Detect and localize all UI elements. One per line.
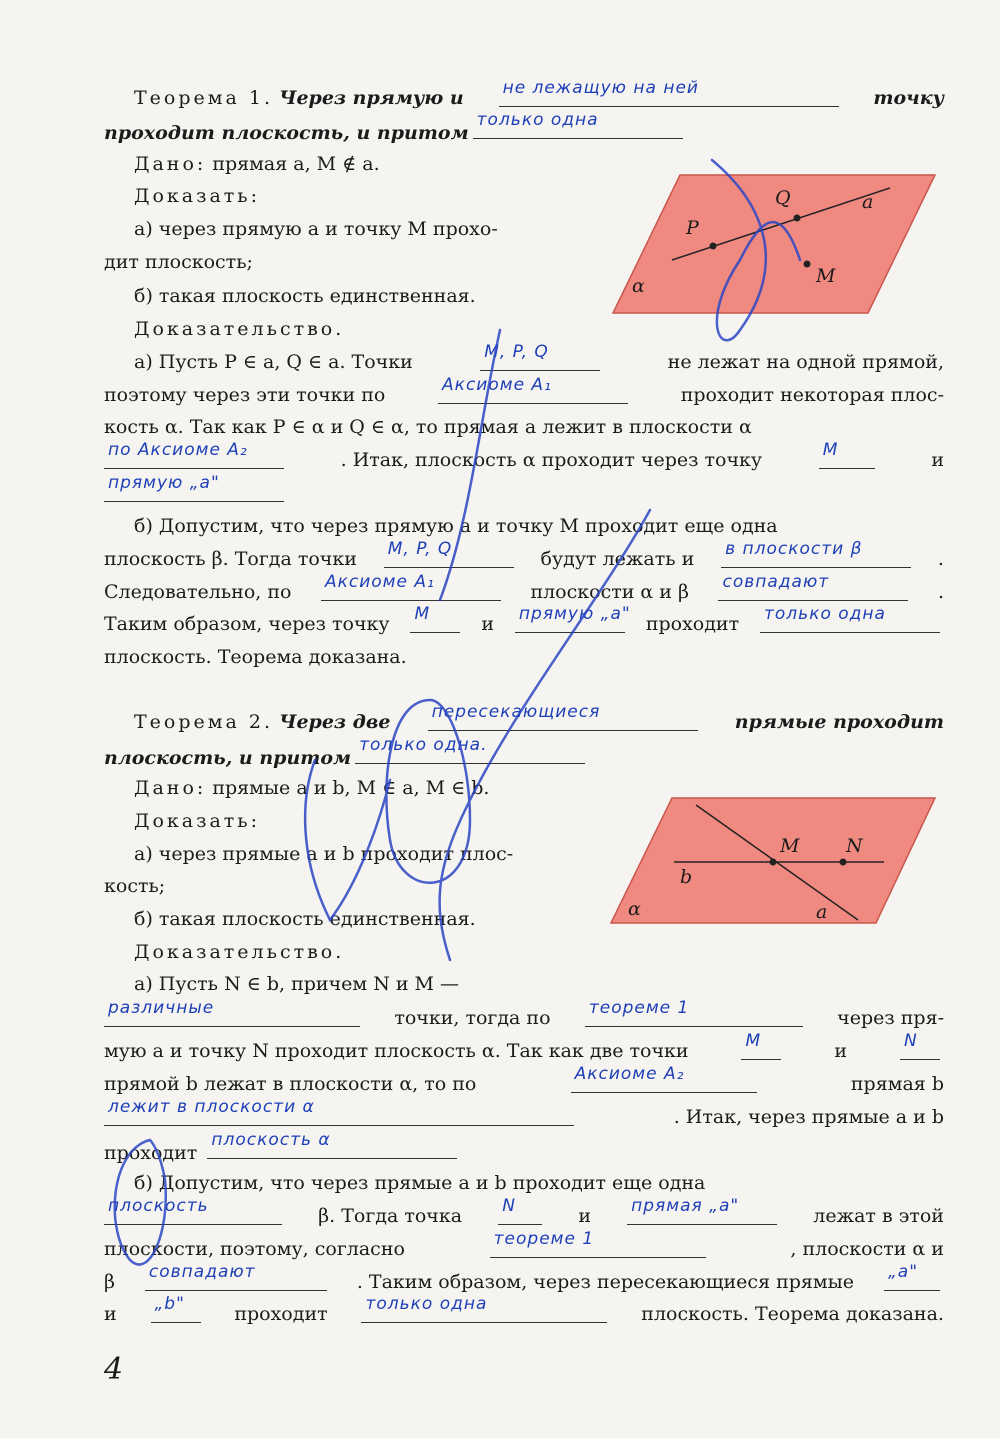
t2-proof-line-2: различные точки, тогда по теореме 1 через пря- xyxy=(104,1002,944,1034)
blank-field[interactable]: лежит в плоскости α xyxy=(104,1101,574,1126)
point-M xyxy=(770,859,777,866)
blank-field[interactable]: только одна xyxy=(361,1298,607,1323)
blank-field[interactable]: только одна. xyxy=(355,739,585,764)
blank-field[interactable]: пересекающиеся xyxy=(428,706,698,731)
label-a: a xyxy=(862,191,874,213)
t1-proof-line-1: а) Пусть P ∈ a, Q ∈ a. Точки M, P, Q не лежат на одной прямой, xyxy=(134,342,944,373)
t1-line-1: Теорема 1. Через прямую и не лежащую на ней точку xyxy=(134,78,944,109)
t2-proof-line-4: прямой b лежат в плоскости α, то по Аксиоме A₂ прямая b xyxy=(104,1064,944,1095)
t1-proof-label: Доказательство. xyxy=(134,318,345,340)
blank-field[interactable]: M, P, Q xyxy=(480,346,600,371)
t2-prove-a1: а) через прямые a и b проходит плос- xyxy=(134,843,514,865)
blank-field[interactable]: M, P, Q xyxy=(384,543,514,568)
theorem-2-label: Теорема 2. xyxy=(134,711,274,733)
blank-field[interactable]: по Аксиоме A₂ xyxy=(104,444,284,469)
t1-line-2: проходит плоскость, и притом только одна xyxy=(104,114,944,149)
t2-part-b-line-2: плоскость β. Тогда точка N и прямая „a" лежат в этой xyxy=(104,1200,944,1232)
blank-field[interactable]: только одна xyxy=(760,608,940,633)
t1-proof-line-4: по Аксиоме A₂ . Итак, плоскость α проходит через точку M и xyxy=(104,444,944,476)
label-M: M xyxy=(780,835,800,857)
blank-field[interactable]: совпадают xyxy=(718,576,908,601)
label-M: M xyxy=(816,265,836,287)
t1-part-b-line-4: Таким образом, через точку M и прямую „a" проходит только одна xyxy=(104,608,944,640)
figure-1-plane xyxy=(610,170,940,320)
t2-line-1: Теорема 2. Через две пересекающиеся прямые проходит xyxy=(134,702,944,733)
t1-part-b-line-3: Следовательно, по Аксиоме A₁ плоскости α и β совпадают . xyxy=(104,572,944,603)
t2-line-2: плоскость, и притом только одна. xyxy=(104,739,944,774)
point-P xyxy=(710,243,717,250)
label-a: a xyxy=(816,901,828,923)
blank-field[interactable]: M xyxy=(410,608,460,633)
blank-field[interactable]: различные xyxy=(104,1002,360,1027)
blank-field[interactable]: теореме 1 xyxy=(490,1233,706,1258)
t2-proof-line-3: мую a и точку N проходит плоскость α. Так как две точки M и N xyxy=(104,1035,944,1067)
label-alpha: α xyxy=(632,275,645,297)
t2-part-b-line-3: плоскости, поэтому, согласно теореме 1 , плоскости α и xyxy=(104,1229,944,1260)
t2-given: Дано: прямые a и b, M ∈ a, M ∈ b. xyxy=(134,777,490,799)
label-N: N xyxy=(846,835,863,857)
theorem-1-label: Теорема 1. xyxy=(134,87,274,109)
label-b: b xyxy=(680,866,693,888)
blank-field[interactable]: Аксиоме A₂ xyxy=(571,1068,757,1093)
blank-field[interactable]: M xyxy=(741,1035,781,1060)
t1-prove-a1: а) через прямую a и точку M прохо- xyxy=(134,218,498,240)
t1-prove-a2: дит плоскость; xyxy=(104,251,253,273)
t2-prove-a2: кость; xyxy=(104,875,166,897)
blank-field[interactable]: плоскость xyxy=(104,1200,282,1225)
blank-field[interactable]: плоскость α xyxy=(207,1134,457,1159)
blank-field[interactable]: прямую „a" xyxy=(515,608,625,633)
blank-field[interactable]: N xyxy=(900,1035,940,1060)
point-Q xyxy=(794,215,801,222)
t1-part-b-line-1: б) Допустим, что через прямую a и точку M проходит еще одна xyxy=(134,515,778,537)
point-N xyxy=(840,859,847,866)
blank-field[interactable]: „a" xyxy=(884,1266,940,1291)
plane-alpha xyxy=(613,175,935,313)
t2-proof-line-6: проходит плоскость α xyxy=(104,1134,944,1169)
blank-field[interactable]: прямую „a" xyxy=(104,477,284,502)
page-number: 4 xyxy=(104,1352,124,1387)
t1-proof-line-5 xyxy=(104,473,944,512)
t2-part-b-line-4: β совпадают . Таким образом, через пересекающиеся прямые „a" xyxy=(104,1266,944,1298)
blank-field[interactable]: теореме 1 xyxy=(585,1002,803,1027)
blank-field[interactable]: в плоскости β xyxy=(721,543,911,568)
blank-field[interactable]: только одна xyxy=(473,114,683,139)
t1-part-b-line-2: плоскость β. Тогда точки M, P, Q будут лежать и в плоскости β . xyxy=(104,539,944,570)
label-P: P xyxy=(686,217,699,239)
blank-field[interactable]: N xyxy=(498,1200,542,1225)
t2-part-b-line-5: и „b" проходит только одна плоскость. Теорема доказана. xyxy=(104,1294,944,1325)
t1-prove-label: Доказать: xyxy=(134,185,261,207)
t2-prove-b: б) такая плоскость единственная. xyxy=(134,908,476,930)
blank-field[interactable]: совпадают xyxy=(145,1266,327,1291)
t2-proof-line-5: лежит в плоскости α . Итак, через прямые a и b xyxy=(104,1101,944,1133)
t1-proof-line-2: поэтому через эти точки по Аксиоме A₁ проходит некоторая плос- xyxy=(104,375,944,406)
t2-proof-line-1: а) Пусть N ∈ b, причем N и M — xyxy=(134,973,460,995)
t2-proof-label: Доказательство. xyxy=(134,941,345,963)
blank-field[interactable]: „b" xyxy=(151,1298,201,1323)
t1-given: Дано: прямая a, M ∉ a. xyxy=(134,153,380,175)
blank-field[interactable]: прямая „a" xyxy=(627,1200,777,1225)
label-alpha: α xyxy=(628,898,641,920)
t1-prove-b: б) такая плоскость единственная. xyxy=(134,285,476,307)
label-Q: Q xyxy=(775,187,791,209)
blank-field[interactable]: не лежащую на ней xyxy=(499,82,839,107)
point-M xyxy=(804,261,811,268)
blank-field[interactable]: Аксиоме A₁ xyxy=(321,576,501,601)
t1-proof-line-3: кость α. Так как P ∈ α и Q ∈ α, то прямая a лежит в плоскости α xyxy=(104,416,752,438)
blank-field[interactable]: M xyxy=(819,444,875,469)
figure-2-plane xyxy=(608,795,938,927)
t1-part-b-line-5: плоскость. Теорема доказана. xyxy=(104,646,407,668)
t2-prove-label: Доказать: xyxy=(134,810,261,832)
blank-field[interactable]: Аксиоме A₁ xyxy=(438,379,628,404)
t2-part-b-line-1: б) Допустим, что через прямые a и b проходит еще одна xyxy=(134,1172,706,1194)
